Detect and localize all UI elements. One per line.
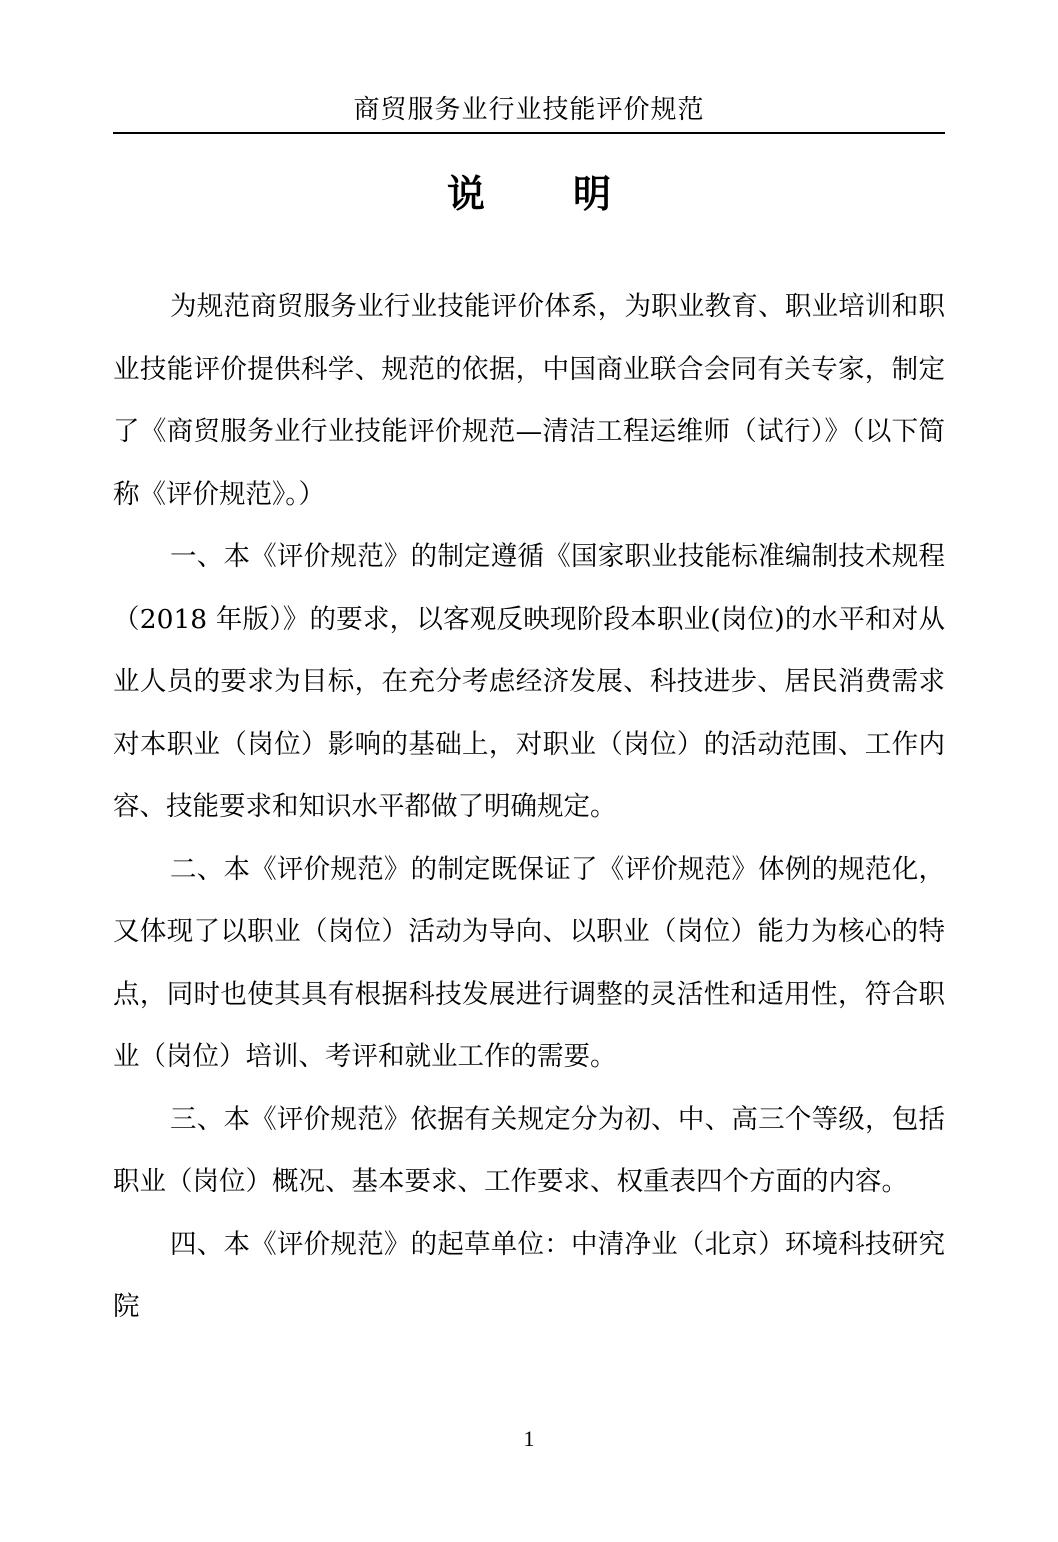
page-title [113, 168, 945, 220]
section-four-paragraph: 四、本《评价规范》的起草单位：中清净业（北京）环境科技研究院 [113, 1228, 945, 1322]
header-divider [113, 132, 945, 134]
body-text [113, 276, 945, 1339]
section-two-paragraph: 二、本《评价规范》的制定既保证了《评价规范》体例的规范化，又体现了以职业（岗位）活动为导向、以职业（岗位）能力为核心的特点，同时也使其具有根据科技发展进行调整的灵活性和适用性，符合职业（岗位）培训、考评和就业工作的需要。 [113, 853, 945, 1072]
page-number: 1 [523, 1426, 535, 1451]
running-header-title: 商贸服务业行业技能评价规范 [353, 95, 705, 125]
page-title-left-char: 说 [446, 172, 485, 216]
intro-paragraph: 为规范商贸服务业行业技能评价体系，为职业教育、职业培训和职业技能评价提供科学、规范的依据，中国商业联合会同有关专家，制定了《商贸服务业行业技能评价规范—清洁工程运维师（试行）》（以下简称《评价规范》。） [113, 291, 945, 510]
section-three-paragraph: 三、本《评价规范》依据有关规定分为初、中、高三个等级，包括职业（岗位）概况、基本要求、工作要求、权重表四个方面的内容。 [113, 1103, 945, 1197]
page-title-right-char: 明 [573, 172, 612, 216]
section-one-paragraph: 一、本《评价规范》的制定遵循《国家职业技能标准编制技术规程（2018 年版）》的要求，以客观反映现阶段本职业(岗位)的水平和对从业人员的要求为目标，在充分考虑经济发展、科技进步、居民消费需求对本职业（岗位）影响的基础上，对职业（岗位）的活动范围、工作内容、技能要求和知识水平都做了明确规定。 [113, 541, 945, 822]
